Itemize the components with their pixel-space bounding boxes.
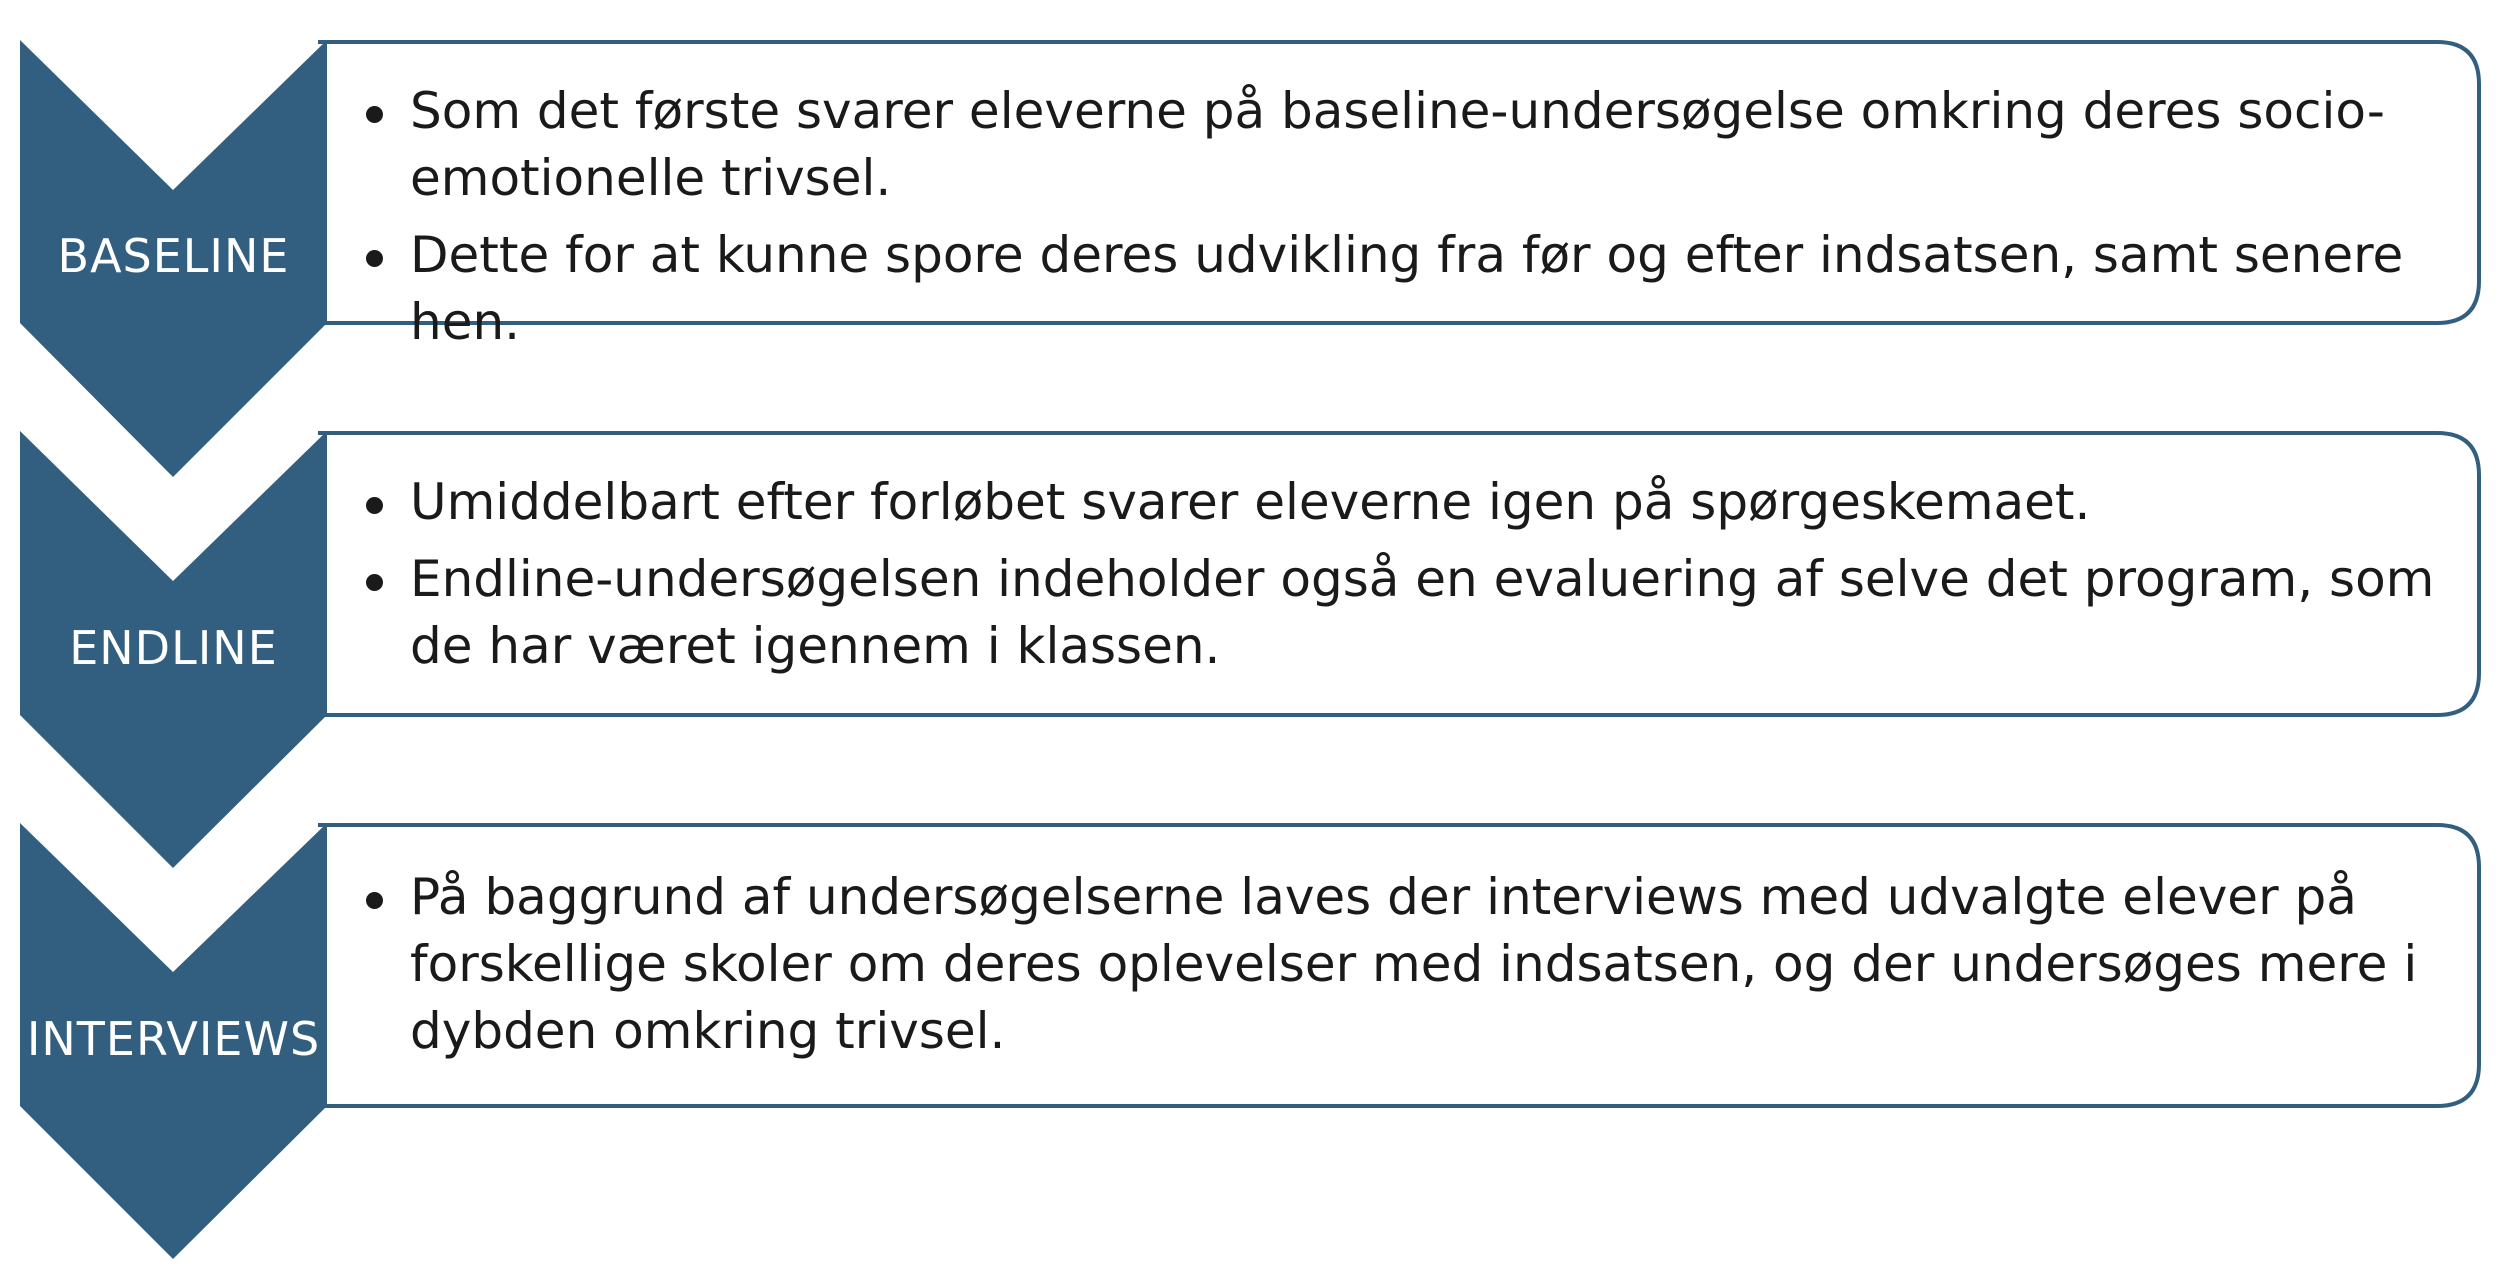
step-3-bullets bbox=[352, 864, 2472, 1075]
step-3-bullet-1: På baggrund af undersøgelserne laves der interviews med udvalgte elever på forskellige skoler om deres oplevelser med indsatsen, og der undersøges mere i dybden omkring trivsel. bbox=[352, 864, 2472, 1065]
step-1-bullet-1: Som det første svarer eleverne på baseline-undersøgelse omkring deres socio-emotionelle trivsel. bbox=[352, 78, 2472, 212]
step-2-bullet-1: Umiddelbart efter forløbet svarer eleverne igen på spørgeskemaet. bbox=[352, 469, 2472, 536]
step-1-bullets bbox=[352, 78, 2472, 366]
step-2-bullet-2: Endline-undersøgelsen indeholder også en evaluering af selve det program, som de har været igennem i klassen. bbox=[352, 546, 2472, 680]
step-3-label: INTERVIEWS bbox=[26, 1012, 321, 1066]
step-1-label: BASELINE bbox=[57, 229, 290, 283]
step-2-label: ENDLINE bbox=[69, 621, 278, 675]
step-2-bullets bbox=[352, 469, 2472, 690]
step-1-bullet-2: Dette for at kunne spore deres udvikling fra før og efter indsatsen, samt senere hen. bbox=[352, 222, 2472, 356]
